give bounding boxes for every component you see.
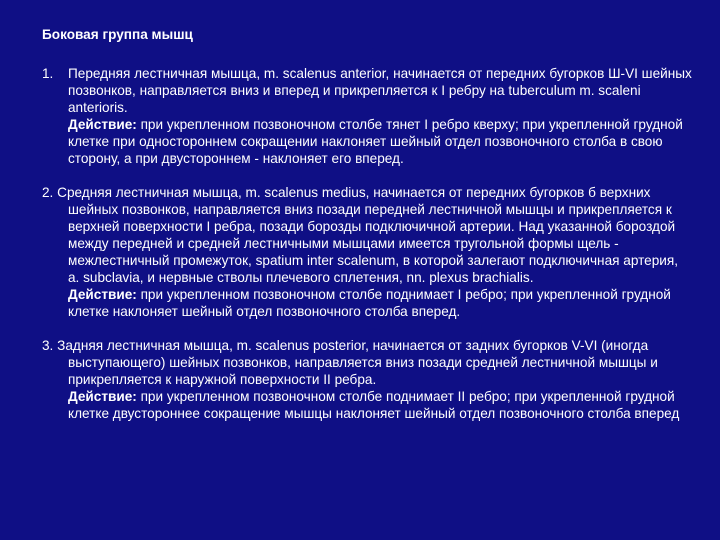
item-2-text: Средняя лестничная мышца, m. scalenus medius, начинается от передних бугорков б верхних шейных позвонков, направляется вниз позади передней лестничной мышцы и прикрепляется к верхней поверхности I ребра, позади борозды подключичной артерии. Над указанной бороздой между передней и средней лестничными мышцами имеется тругольной формы щель - межлестничный промежуток, spatium inter scalenum, в которой залегают подключичная артерия, a. subclavia, и нервные стволы плечевого сплетения, nn. plexus brachialis. [57, 185, 679, 285]
item-1-number: 1. [42, 66, 54, 81]
list-item-1 [42, 65, 692, 167]
item-3-text: Задняя лестничная мышца, m. scalenus posterior, начинается от задних бугорков V-VI (иногда выступающего) шейных позвонков, направляется вниз позади средней лестничной мышцы и прикрепляется к наружной поверхности II ребра. [57, 338, 658, 387]
item-3-description [42, 337, 692, 388]
item-2-number: 2. [42, 185, 54, 200]
item-3-action [42, 388, 692, 422]
item-1-action-text: при укрепленном позвоночном столбе тянет I ребро кверху; при укрепленной грудной клетке при одностороннем сокращении наклоняет шейный отдел позвоночного столба в свою сторону, а при двустороннем - наклоняет его вперед. [68, 117, 683, 166]
list-item-2 [42, 184, 692, 320]
item-2-action-text: при укрепленном позвоночном столбе поднимает I ребро; при укрепленной грудной клетке наклоняет шейный отдел позвоночного столба вперед. [68, 287, 671, 319]
item-1-description [42, 65, 692, 116]
item-1-action-label: Действие: [68, 117, 137, 132]
item-1-action [42, 116, 692, 167]
item-2-action [42, 286, 692, 320]
item-1-text: Передняя лестничная мышца, m. scalenus anterior, начинается от передних бугорков Ш-VI шейных позвонков, направляется вниз и вперед и прикрепляется к I ребру на tuberculum m. scaleni anterioris. [68, 66, 692, 115]
item-3-action-label: Действие: [68, 389, 137, 404]
item-3-action-text: при укрепленном позвоночном столбе поднимает II ребро; при укрепленной грудной клетке двустороннее сокращение мышцы наклоняет шейный отдел позвоночного столба вперед [68, 389, 680, 421]
list-item-3 [42, 337, 692, 422]
slide-title: Боковая группа мышц [42, 27, 193, 42]
slide-content [42, 26, 692, 439]
item-3-number: 3. [42, 338, 54, 353]
item-2-action-label: Действие: [68, 287, 137, 302]
item-2-description [42, 184, 692, 286]
